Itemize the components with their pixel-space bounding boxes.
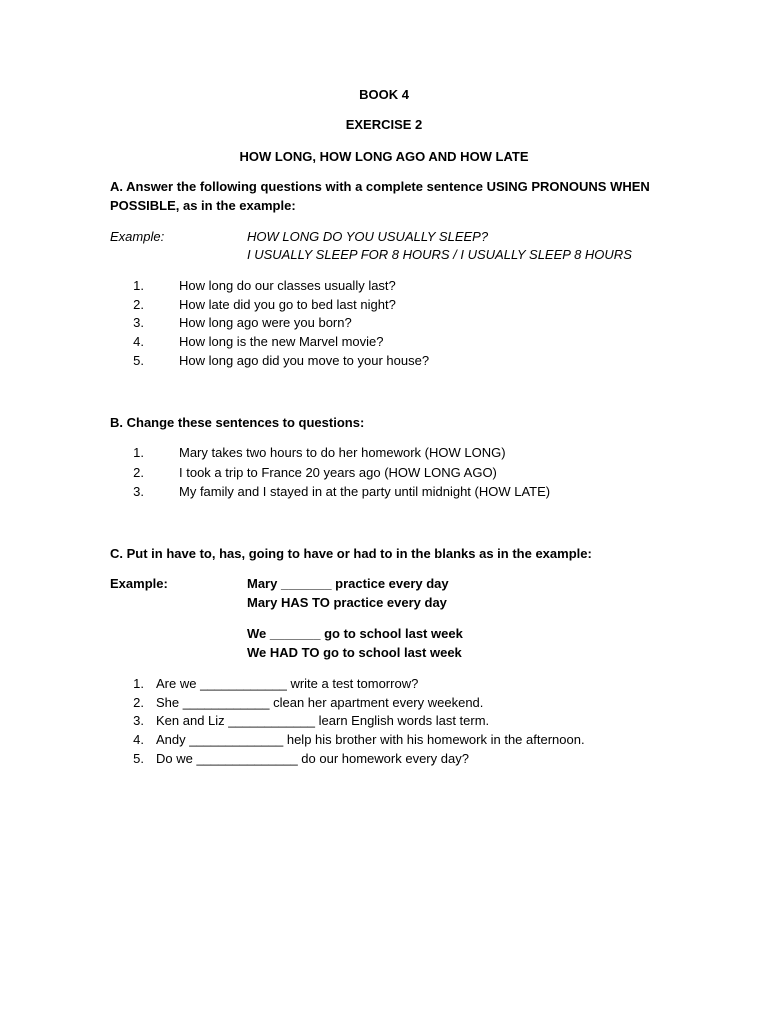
list-item-number: 2.: [133, 465, 144, 480]
list-item-number: 2.: [133, 297, 144, 312]
list-item: How long ago did you move to your house?: [179, 353, 430, 368]
section-c-instruction: C. Put in have to, has, going to have or had to in the blanks as in the example:: [110, 546, 592, 561]
list-item: My family and I stayed in at the party until midnight (HOW LATE): [179, 484, 551, 499]
list-item: Do we ______________ do our homework every day?: [156, 751, 469, 766]
list-item-number: 5.: [133, 353, 144, 368]
list-item-number: 1.: [133, 278, 144, 293]
list-item-number: 5.: [133, 751, 144, 766]
section-a-example-answer: I USUALLY SLEEP FOR 8 HOURS / I USUALLY SLEEP 8 HOURS: [247, 247, 632, 262]
list-item: How long ago were you born?: [179, 315, 352, 330]
list-item-number: 3.: [133, 315, 144, 330]
list-item-number: 3.: [133, 484, 144, 499]
list-item: Are we ____________ write a test tomorrow?: [156, 676, 419, 691]
list-item: Mary takes two hours to do her homework (HOW LONG): [179, 445, 506, 460]
section-a-example-question: HOW LONG DO YOU USUALLY SLEEP?: [247, 229, 489, 244]
list-item: Ken and Liz ____________ learn English words last term.: [156, 713, 490, 728]
book-title: BOOK 4: [359, 87, 409, 102]
list-item: How late did you go to bed last night?: [179, 297, 396, 312]
topic-title: HOW LONG, HOW LONG AGO AND HOW LATE: [239, 149, 529, 164]
section-c-example2-blank: We _______ go to school last week: [247, 626, 463, 641]
section-c-example1-answer: Mary HAS TO practice every day: [247, 595, 447, 610]
list-item: I took a trip to France 20 years ago (HOW LONG AGO): [179, 465, 497, 480]
list-item-number: 4.: [133, 732, 144, 747]
section-a-instruction-line1: A. Answer the following questions with a complete sentence USING PRONOUNS WHEN: [110, 179, 650, 194]
section-c-example-label: Example:: [110, 576, 168, 591]
exercise-title: EXERCISE 2: [345, 117, 423, 132]
list-item: Andy _____________ help his brother with his homework in the afternoon.: [156, 732, 585, 747]
section-c-example1-blank: Mary _______ practice every day: [247, 576, 449, 591]
list-item-number: 3.: [133, 713, 144, 728]
section-a-example-label: Example:: [110, 229, 165, 244]
list-item-number: 1.: [133, 676, 144, 691]
list-item: She ____________ clean her apartment every weekend.: [156, 695, 484, 710]
list-item-number: 4.: [133, 334, 144, 349]
list-item: How long do our classes usually last?: [179, 278, 396, 293]
list-item-number: 2.: [133, 695, 144, 710]
section-c-example2-answer: We HAD TO go to school last week: [247, 645, 462, 660]
list-item: How long is the new Marvel movie?: [179, 334, 384, 349]
list-item-number: 1.: [133, 445, 144, 460]
section-a-instruction-line2: POSSIBLE, as in the example:: [110, 198, 296, 213]
section-b-instruction: B. Change these sentences to questions:: [110, 415, 365, 430]
